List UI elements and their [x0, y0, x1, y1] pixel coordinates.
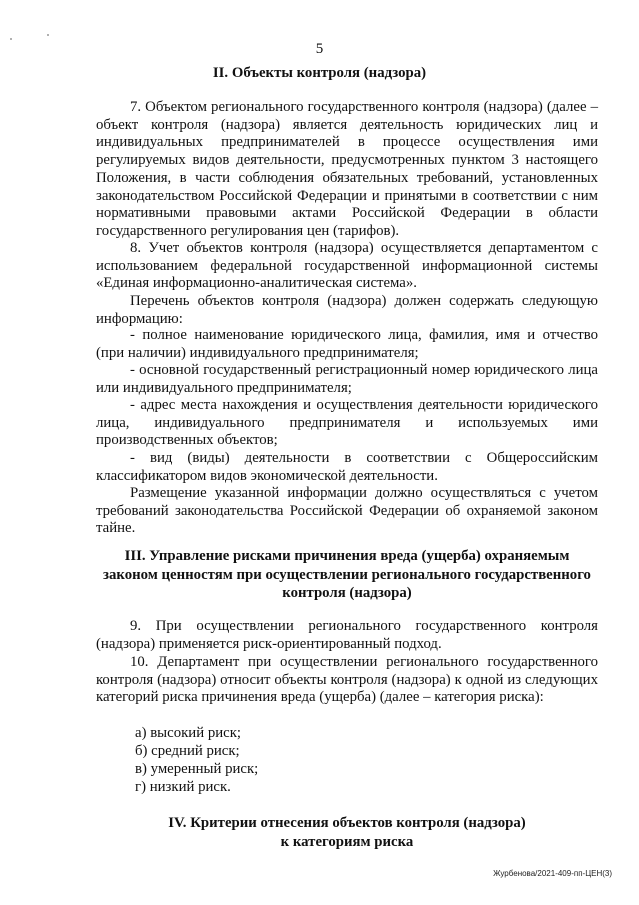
page-number: 5 [315, 41, 324, 57]
heading-line: III. Управление рисками причинения вреда (ущерба) охраняемым [124, 548, 570, 564]
section-3-heading [96, 547, 598, 603]
heading-line: контроля (надзора) [282, 585, 412, 601]
document-code: Журбенова/2021-409-пп-ЦЕН(3) [493, 869, 612, 878]
paragraph-9: 9. При осуществлении регионального государственного контроля (надзора) применяется риск-ориентированный подход. [96, 618, 598, 652]
paragraph-10: 10. Департамент при осуществлении регионального государственного контроля (надзора) относит объекты контроля (надзора) к одной из следующих категорий риска причинения вреда (ущерба) (далее – категория риска): [96, 654, 598, 706]
closing-paragraph: Размещение указанной информации должно осуществляться с учетом требований законодательства Российской Федерации об охраняемой законом тайне. [96, 485, 598, 537]
risk-category-item: г) низкий риск. [135, 779, 231, 795]
section-2-heading: II. Объекты контроля (надзора) [212, 65, 427, 81]
heading-line: законом ценностям при осуществлении регионального государственного [103, 566, 591, 583]
list-intro: Перечень объектов контроля (надзора) должен содержать следующую информацию: [96, 293, 598, 327]
list-item: - адрес места нахождения и осуществления деятельности юридического лица, индивидуального предпринимателя и используемых ими производственных объектов; [96, 397, 598, 449]
paragraph-8: 8. Учет объектов контроля (надзора) осуществляется департаментом с использованием федеральной государственной информационной системы «Единая информационно-аналитическая система». [96, 240, 598, 292]
section-4-heading [96, 814, 598, 851]
risk-category-item: в) умеренный риск; [135, 761, 259, 777]
list-item: - основной государственный регистрационный номер юридического лица или индивидуального предпринимателя; [96, 362, 598, 396]
scan-speck [47, 34, 49, 36]
list-item: - вид (виды) деятельности в соответствии с Общероссийским классификатором видов экономической деятельности. [96, 450, 598, 484]
paragraph-7: 7. Объектом регионального государственного контроля (надзора) (далее – объект контроля (надзора) является деятельность юридических лиц и индивидуальных предпринимателей в процессе осуществления ими регулируемых видов деятельности, предусмотренных пунктом 3 настоящего Положения, в части соблюдения обязательных требований, установленных законодательством Российской Федерации и принятыми в соответствии с ним нормативными правовыми актами Российской Федерации в области государственного регулирования цен (тарифов). [96, 99, 598, 239]
list-item: - полное наименование юридического лица, фамилия, имя и отчество (при наличии) индивидуального предпринимателя; [96, 327, 598, 361]
heading-line: IV. Критерии отнесения объектов контроля (надзора) [168, 815, 526, 831]
heading-line: к категориям риска [280, 833, 414, 850]
risk-category-item: а) высокий риск; [135, 725, 241, 741]
risk-category-item: б) средний риск; [135, 743, 240, 759]
